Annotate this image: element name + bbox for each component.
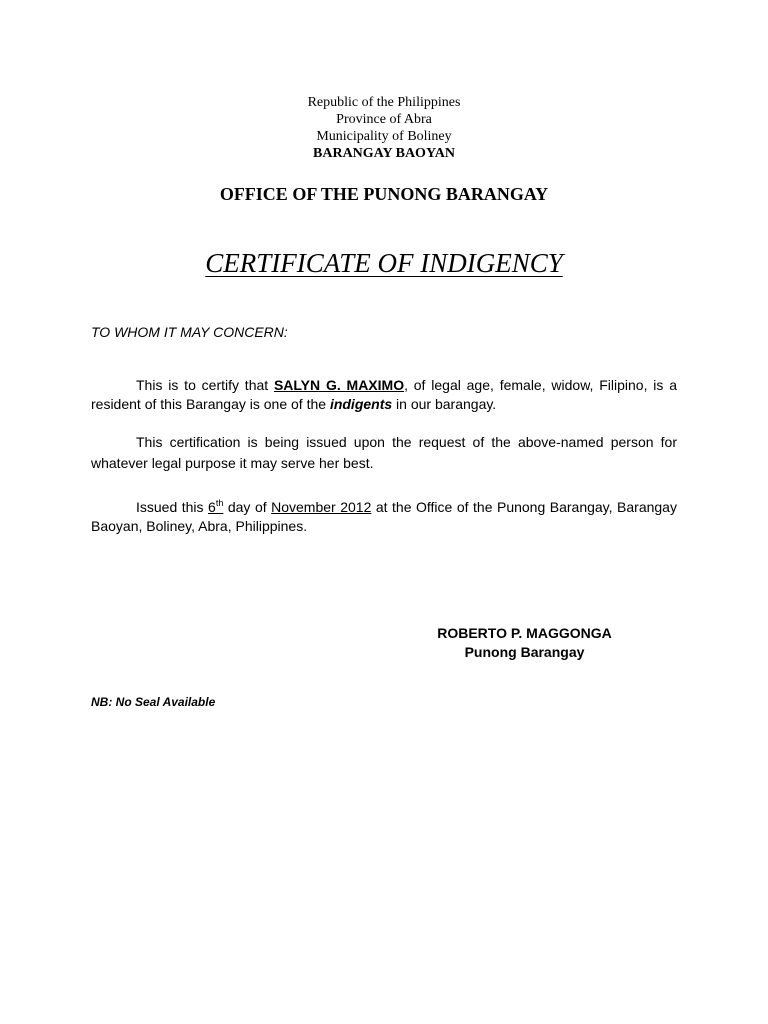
letterhead (0, 94, 768, 162)
purpose-paragraph: This certification is being issued upon the request of the above-named person for whatever legal purpose it may serve her best. (91, 434, 677, 471)
indigents-emphasis: indigents (329, 396, 393, 412)
office-heading: OFFICE OF THE PUNONG BARANGAY (219, 184, 549, 204)
letterhead-country: Republic of the Philippines (307, 95, 461, 110)
signatory-name: ROBERTO P. MAGGONGA (437, 625, 612, 641)
p1-intro-text: This is to certify that (136, 377, 274, 393)
letterhead-barangay: BARANGAY BAOYAN (313, 146, 455, 161)
issue-day-number: 6 (208, 499, 216, 515)
issue-month-year: November 2012 (271, 499, 372, 515)
signatory-position: Punong Barangay (464, 644, 585, 660)
letterhead-province: Province of Abra (336, 112, 432, 127)
signature-block (412, 624, 637, 662)
p3-middle-text: day of (223, 499, 272, 515)
certificate-title: CERTIFICATE OF INDIGENCY (205, 248, 563, 278)
person-name: SALYN G. MAXIMO (273, 377, 405, 393)
p3-rest-text: at the Office of the Punong Barangay, Barangay Baoyan, Boliney, Abra, Philippines. (91, 499, 677, 534)
issue-day (208, 499, 223, 515)
issuance-paragraph (91, 498, 677, 536)
p3-prefix-text: Issued this (136, 499, 209, 515)
salutation: TO WHOM IT MAY CONCERN: (91, 324, 288, 340)
issue-day-suffix: th (215, 498, 224, 508)
seal-note: NB: No Seal Available (91, 695, 216, 709)
certification-paragraph (91, 376, 677, 414)
p1-end-text: in our barangay. (392, 396, 497, 412)
letterhead-municipality: Municipality of Boliney (316, 129, 452, 144)
p1-details-text: , of legal age, female, widow, Filipino, is a resident of this Barangay is one of the (91, 377, 677, 412)
